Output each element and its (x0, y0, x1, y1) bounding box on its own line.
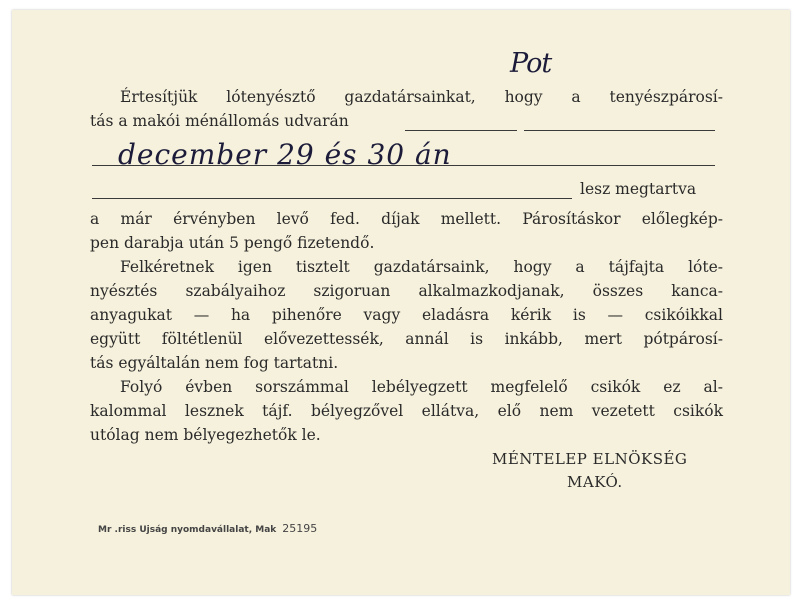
handwritten-annotation: Pot (510, 48, 552, 79)
paragraph1-line4-end: lesz megtartva (580, 180, 697, 198)
paragraph1-line5: a már érvényben levő fed. díjak mellett. Párosításkor előlegkép- (90, 210, 723, 228)
handwritten-date: december 29 és 30 án (118, 138, 452, 171)
paragraph3-line2: kalommal lesznek tájf. bélyegzővel ellátva, elő nem vezetett csikók (90, 402, 723, 420)
paragraph2-line2: nyésztés szabályaihoz szigoruan alkalmazkodjanak, összes kanca- (90, 282, 723, 300)
printer-name: Mr .riss Ujság nyomdavállalat, Mak (98, 525, 277, 535)
fill-in-line-3 (92, 198, 572, 199)
fill-in-line-1b (524, 130, 715, 131)
printer-imprint (98, 522, 317, 535)
postcard (12, 10, 790, 595)
printer-number: 25195 (282, 522, 318, 535)
paragraph3-line3: utólag nem bélyegezhetők le. (90, 426, 321, 444)
fill-in-line-2 (92, 165, 715, 166)
paragraph1-line2: tás a makói ménállomás udvarán (90, 112, 349, 130)
paragraph3-line1: Folyó évben sorszámmal lebélyegzett megfelelő csikók ez al- (120, 378, 723, 396)
paragraph2-line1: Felkéretnek igen tisztelt gazdatársaink, hogy a tájfajta lóte- (120, 258, 723, 276)
paragraph1-line6: pen darabja után 5 pengő fizetendő. (90, 234, 375, 252)
fill-in-line-1a (405, 130, 517, 131)
paragraph1-line1: Értesítjük lótenyésztő gazdatársainkat, hogy a tenyészpárosí- (120, 88, 723, 106)
paragraph2-line5: tás egyáltalán nem fog tartatni. (90, 354, 339, 372)
signature-line2: MAKÓ. (567, 473, 623, 491)
paragraph2-line4: együtt föltétlenül elővezettessék, annál is inkább, mert pótpárosí- (90, 330, 723, 348)
signature-line1: MÉNTELEP ELNÖKSÉG (492, 450, 688, 468)
paragraph2-line3: anyagukat — ha pihenőre vagy eladásra kérik is — csikóikkal (90, 306, 723, 324)
